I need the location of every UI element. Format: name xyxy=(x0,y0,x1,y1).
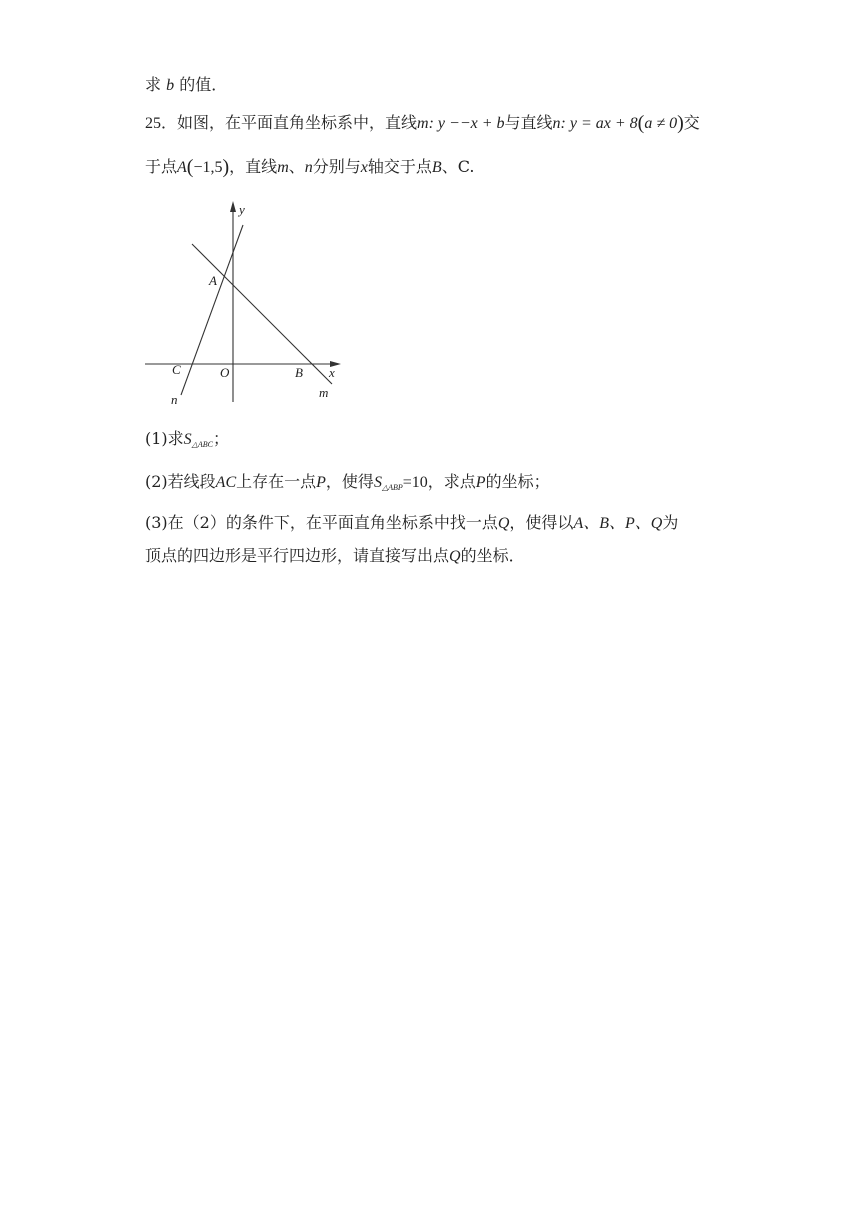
question-25-line-2: 于点A(−1,5)，直线m、n分别与x轴交于点B、C. xyxy=(145,156,475,178)
question-25-line-1: 25．如图，在平面直角坐标系中，直线m: y −−x + b与直线n: y = ax + 8(a ≠ 0)交 xyxy=(145,112,700,134)
axis-label-y: y xyxy=(239,202,245,217)
previous-question-tail: 求 b 的值． xyxy=(145,75,228,94)
point-label-a: A xyxy=(209,273,217,288)
coordinate-figure xyxy=(140,195,350,410)
line-n-equation: : y = ax + 8 xyxy=(560,115,638,132)
line-label-n: n xyxy=(171,392,178,407)
line-m-equation: : y −−x + b xyxy=(428,115,505,132)
line-m xyxy=(192,244,332,384)
part-3-line-1: (3)在（2）的条件下，在平面直角坐标系中找一点Q，使得以A、B、P、Q为 xyxy=(145,513,679,532)
part-2: (2)若线段AC上存在一点P，使得$S_{\triangle ABP}=10$，求点P的坐标； xyxy=(145,472,550,492)
line-label-m: m xyxy=(319,385,329,400)
y-axis-arrow xyxy=(230,201,236,212)
line-n xyxy=(181,225,243,395)
part-1: (1)求$S_{\triangle ABC}$； xyxy=(145,429,229,449)
point-label-c: C xyxy=(172,362,181,377)
question-number: 25． xyxy=(145,115,178,132)
point-label-o: O xyxy=(220,365,230,380)
part-3-line-2: 顶点的四边形是平行四边形，请直接写出点Q的坐标． xyxy=(145,546,525,565)
axis-label-x: x xyxy=(329,365,335,380)
point-a-coordinates: −1,5 xyxy=(193,159,223,176)
point-label-b: B xyxy=(295,365,303,380)
